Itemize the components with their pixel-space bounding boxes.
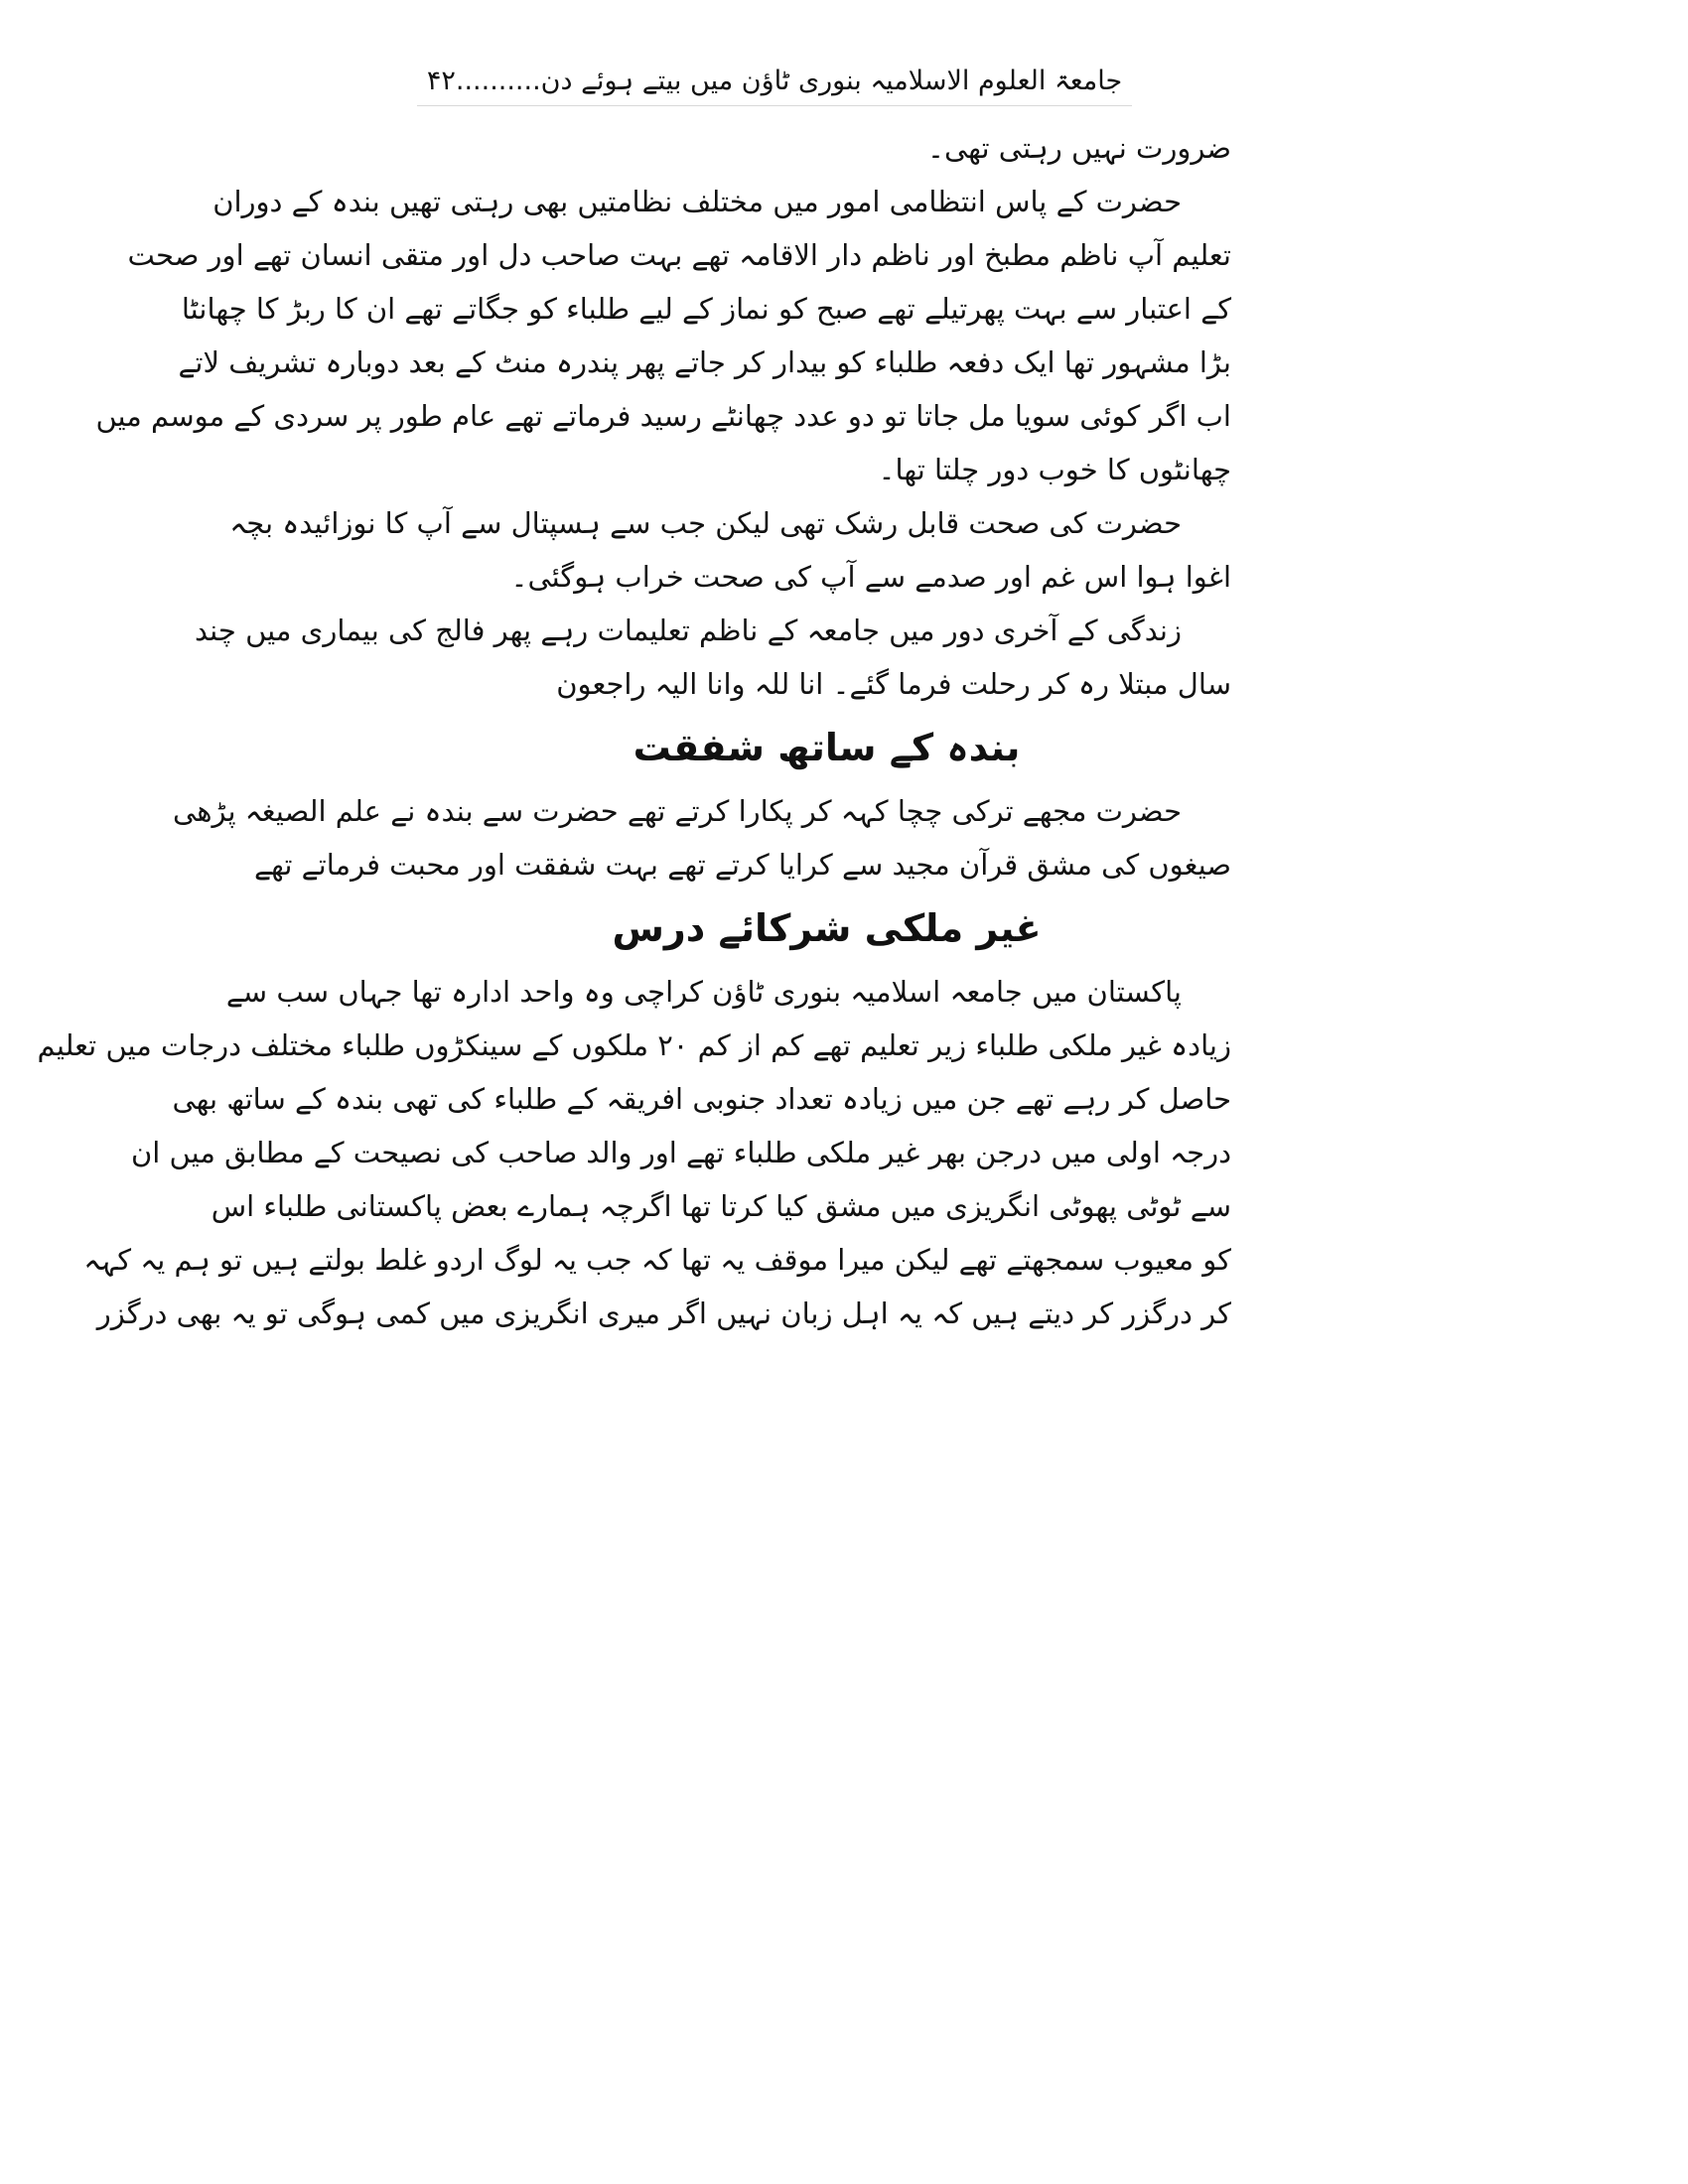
section-heading: بندہ کے ساتھ شفقت — [633, 726, 1021, 769]
text-line: سال مبتلا رہ کر رحلت فرما گئے۔ انا للہ وانا الیہ راجعون — [556, 667, 1231, 701]
text-line: حضرت کے پاس انتظامی امور میں مختلف نظامتیں بھی رہتی تھیں بندہ کے دوران — [212, 185, 1182, 218]
text-line: پاکستان میں جامعہ اسلامیہ بنوری ٹاؤن کراچی وہ واحد ادارہ تھا جہاں سب سے — [225, 975, 1182, 1009]
text-line: چھانٹوں کا خوب دور چلتا تھا۔ — [878, 453, 1231, 486]
text-line: ضرورت نہیں رہتی تھی۔ — [926, 131, 1231, 165]
text-line: سے ٹوٹی پھوٹی انگریزی میں مشق کیا کرتا تھا اگرچہ ہمارے بعض پاکستانی طلباء اس — [211, 1189, 1231, 1223]
text-line: بڑا مشہور تھا ایک دفعہ طلباء کو بیدار کر جاتے پھر پندرہ منٹ کے بعد دوبارہ تشریف لاتے — [178, 345, 1231, 379]
section-heading: غیر ملکی شرکائے درس — [612, 906, 1042, 950]
text-line: کو معیوب سمجھتے تھے لیکن میرا موقف یہ تھا کہ جب یہ لوگ اردو غلط بولتے ہیں تو ہم یہ کہہ — [83, 1243, 1231, 1277]
text-line: زیادہ غیر ملکی طلباء زیر تعلیم تھے کم از کم ۲۰ ملکوں کے سینکڑوں طلباء مختلف درجات میں تعلیم — [37, 1028, 1231, 1062]
text-line: اب اگر کوئی سویا مل جاتا تو دو عدد چھانٹے رسید فرماتے تھے عام طور پر سردی کے موسم میں — [95, 399, 1231, 433]
text-line: کر درگزر کر دیتے ہیں کہ یہ اہل زبان نہیں اگر میری انگریزی میں کمی ہوگی تو یہ بھی درگزر — [96, 1297, 1231, 1330]
running-header: جامعۃ العلوم الاسلامیہ بنوری ٹاؤن میں بیتے ہوئے دن..........۴۲ — [426, 66, 1123, 96]
text-line: حاصل کر رہے تھے جن میں زیادہ تعداد جنوبی افریقہ کے طلباء کی تھی بندہ کے ساتھ بھی — [172, 1082, 1231, 1116]
text-line: حضرت مجھے ترکی چچا کہہ کر پکارا کرتے تھے حضرت سے بندہ نے علم الصیغہ پڑھی — [173, 794, 1182, 828]
text-line: درجہ اولی میں درجن بھر غیر ملکی طلباء تھے اور والد صاحب کی نصیحت کے مطابق میں ان — [130, 1136, 1231, 1169]
text-line: صیغوں کی مشق قرآن مجید سے کرایا کرتے تھے بہت شفقت اور محبت فرماتے تھے — [253, 848, 1231, 882]
text-line: زندگی کے آخری دور میں جامعہ کے ناظم تعلیمات رہے پھر فالج کی بیماری میں چند — [194, 614, 1182, 647]
text-line: اغوا ہوا اس غم اور صدمے سے آپ کی صحت خراب ہوگئی۔ — [510, 560, 1231, 594]
page-body — [37, 121, 1231, 1340]
text-line: کے اعتبار سے بہت پھرتیلے تھے صبح کو نماز کے لیے طلباء کو جگاتے تھے ان کا ربڑ کا چھانٹا — [181, 292, 1231, 326]
text-line: حضرت کی صحت قابل رشک تھی لیکن جب سے ہسپتال سے آپ کا نوزائیدہ بچہ — [229, 506, 1182, 540]
header-divider — [417, 105, 1132, 106]
text-line: تعلیم آپ ناظم مطبخ اور ناظم دار الاقامہ تھے بہت صاحب دل اور متقی انسان تھے اور صحت — [127, 238, 1231, 272]
